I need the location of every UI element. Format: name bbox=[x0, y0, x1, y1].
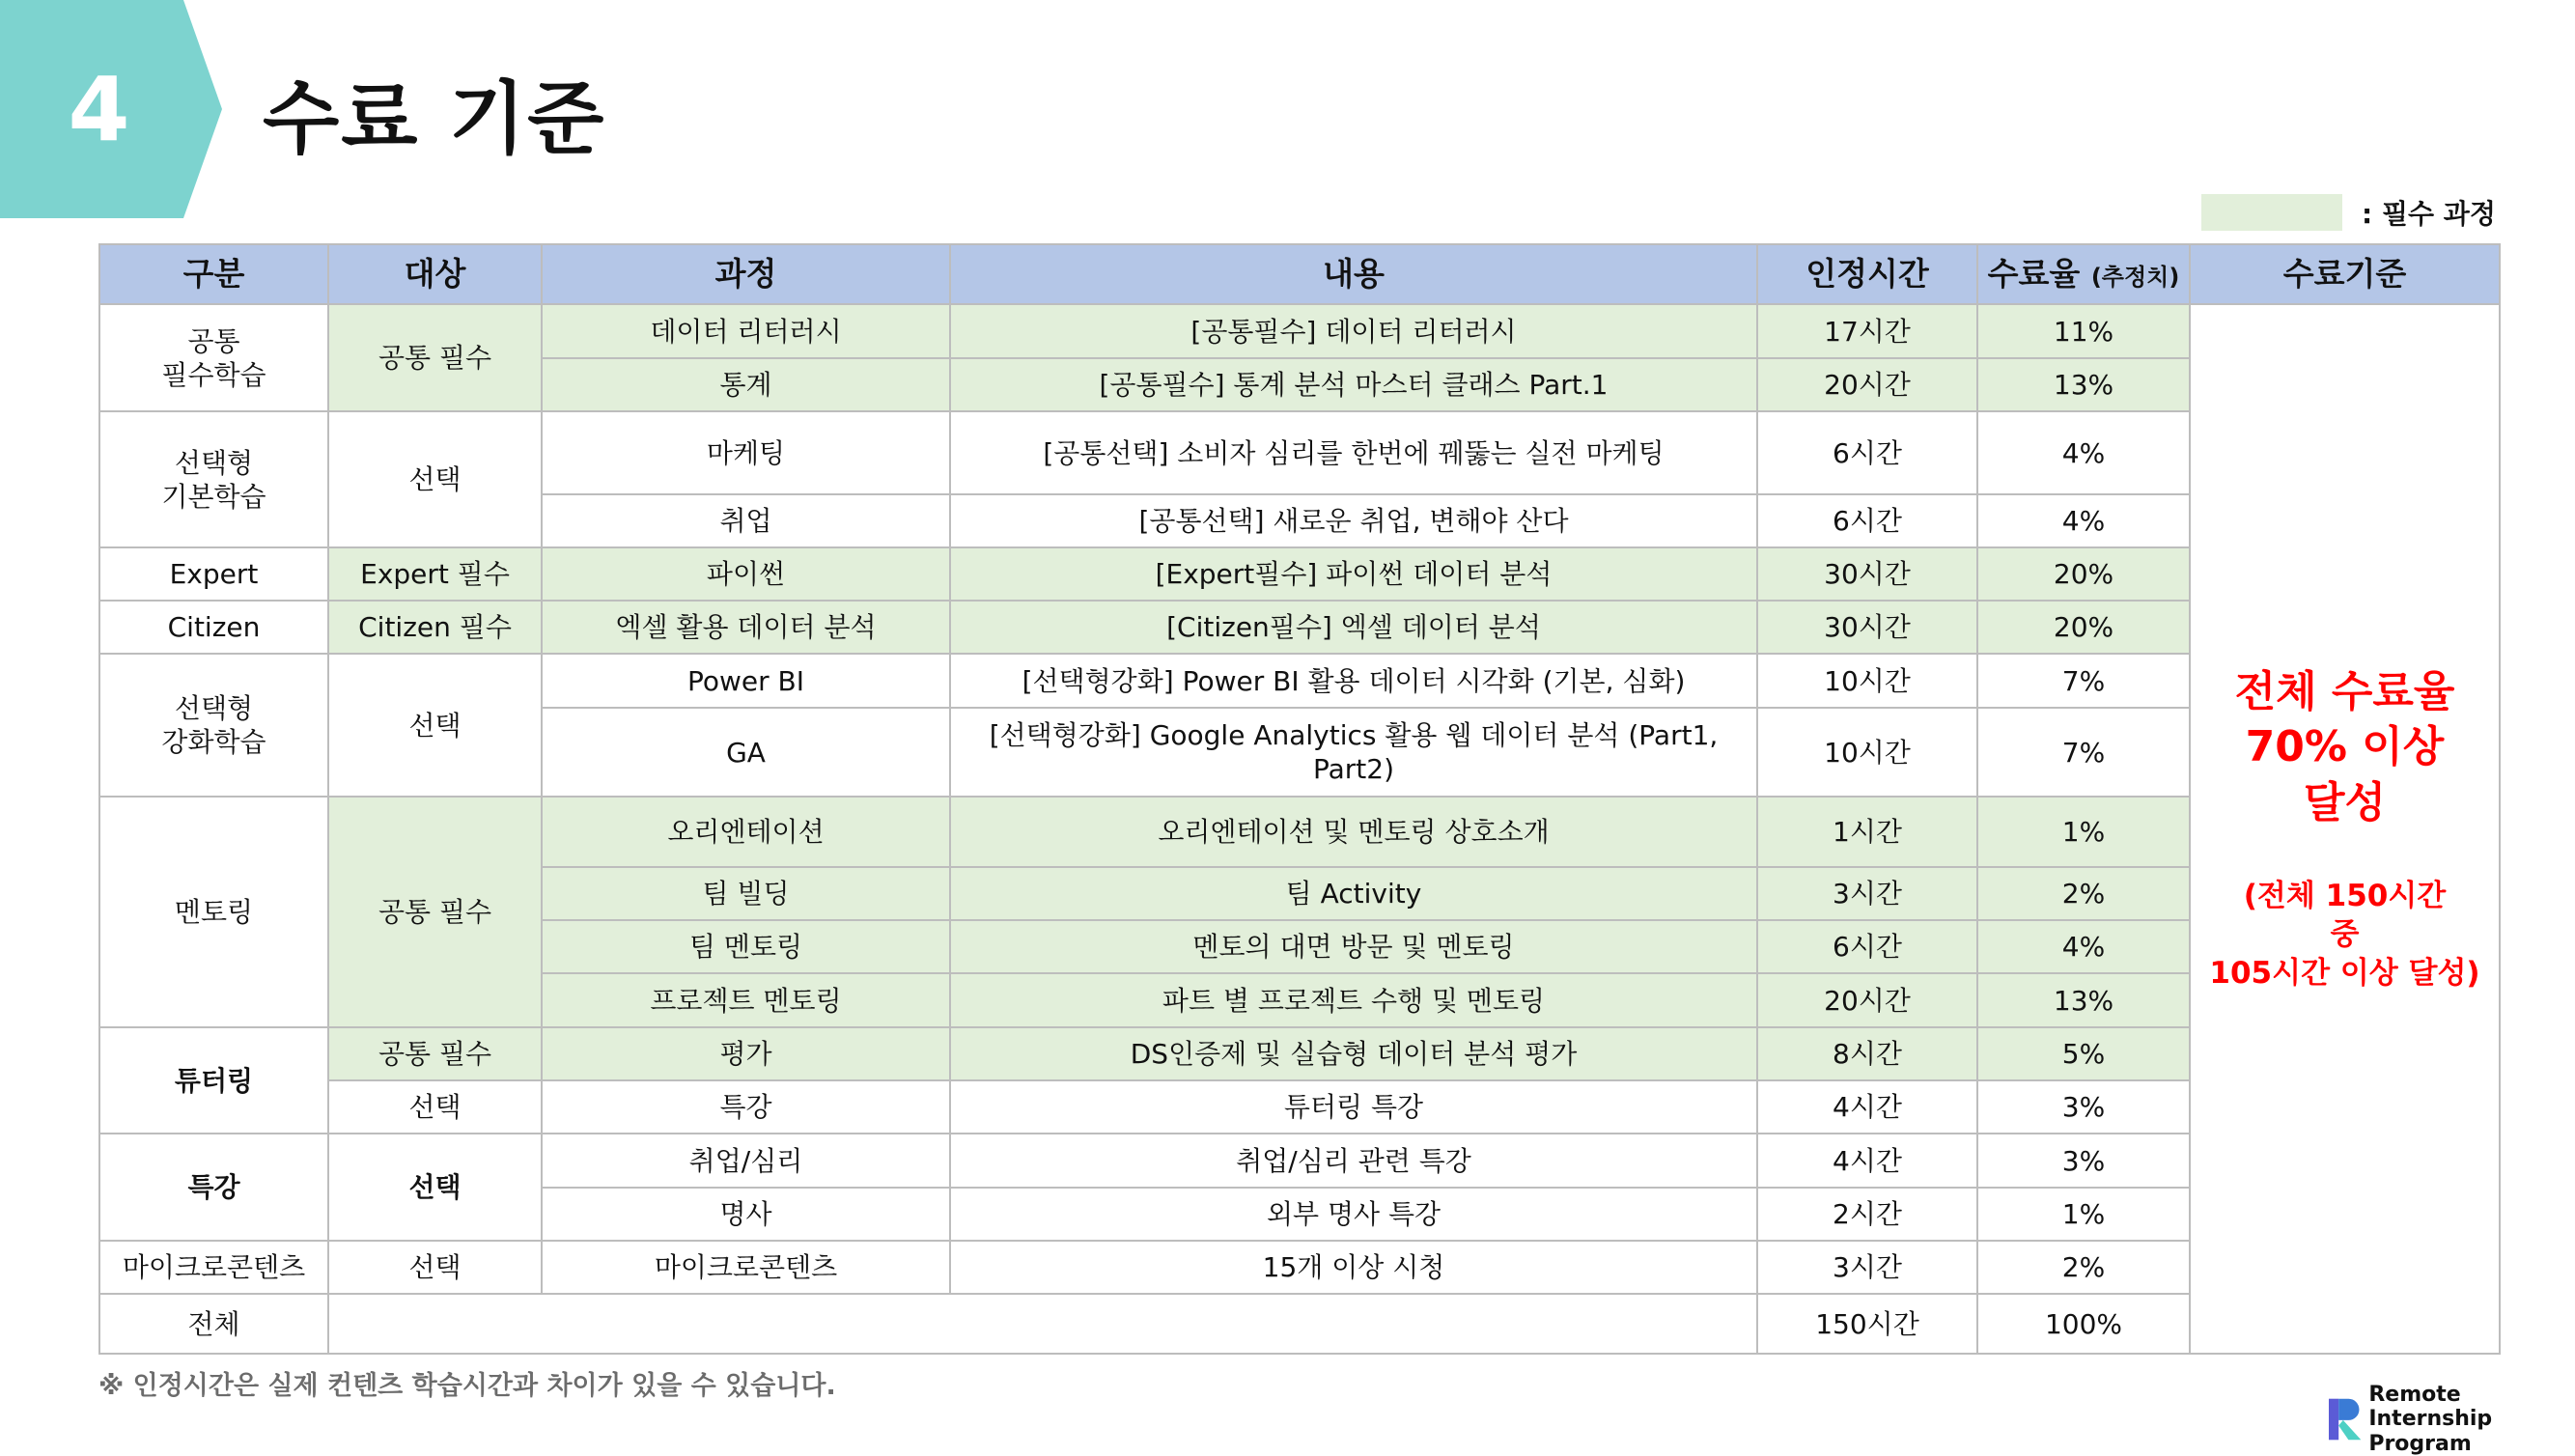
course-cell: 데이터 리터러시 bbox=[542, 304, 950, 358]
rate-cell: 4% bbox=[1977, 411, 2190, 494]
rate-cell: 20% bbox=[1977, 601, 2190, 654]
criteria-detail: (전체 150시간 중 105시간 이상 달성) bbox=[2209, 878, 2480, 992]
table-row bbox=[99, 411, 2500, 494]
course-cell: 취업 bbox=[542, 494, 950, 547]
content-cell: [공통필수] 통계 분석 마스터 클래스 Part.1 bbox=[950, 358, 1757, 411]
total-hours: 150시간 bbox=[1757, 1294, 1977, 1354]
target-cell: Expert 필수 bbox=[328, 547, 542, 601]
rate-cell: 5% bbox=[1977, 1027, 2190, 1080]
hours-cell: 17시간 bbox=[1757, 304, 1977, 358]
logo-mark-icon bbox=[2329, 1397, 2361, 1442]
rate-header-note: (추정치) bbox=[2090, 264, 2180, 292]
col-header-target: 대상 bbox=[328, 244, 542, 304]
hours-cell: 2시간 bbox=[1757, 1188, 1977, 1241]
rate-cell: 13% bbox=[1977, 358, 2190, 411]
content-cell: 튜터링 특강 bbox=[950, 1080, 1757, 1134]
rate-header-label: 수료율 bbox=[1987, 255, 2081, 294]
course-cell: 통계 bbox=[542, 358, 950, 411]
course-cell: 팀 멘토링 bbox=[542, 920, 950, 973]
logo-text: Remote Internship Program bbox=[2368, 1383, 2493, 1456]
hours-cell: 6시간 bbox=[1757, 920, 1977, 973]
hours-cell: 8시간 bbox=[1757, 1027, 1977, 1080]
rate-cell: 1% bbox=[1977, 1188, 2190, 1241]
page-title: 수료 기준 bbox=[263, 73, 606, 165]
col-header-criteria: 수료기준 bbox=[2190, 244, 2500, 304]
col-header-rate bbox=[1977, 244, 2190, 304]
hours-cell: 1시간 bbox=[1757, 797, 1977, 867]
footnote: ※ 인정시간은 실제 컨텐츠 학습시간과 차이가 있을 수 있습니다. bbox=[98, 1371, 836, 1401]
section-number: 4 bbox=[68, 57, 130, 161]
completion-criteria-table bbox=[98, 243, 2501, 1355]
target-cell: 선택 bbox=[328, 1134, 542, 1241]
total-spacer bbox=[328, 1294, 1757, 1354]
category-cell: 특강 bbox=[99, 1134, 328, 1241]
category-cell: 공통 필수학습 bbox=[99, 304, 328, 411]
content-cell: [Citizen필수] 엑셀 데이터 분석 bbox=[950, 601, 1757, 654]
course-cell: 오리엔테이션 bbox=[542, 797, 950, 867]
rate-cell: 4% bbox=[1977, 494, 2190, 547]
hours-cell: 3시간 bbox=[1757, 867, 1977, 920]
course-cell: Power BI bbox=[542, 654, 950, 708]
col-header-course: 과정 bbox=[542, 244, 950, 304]
table-row bbox=[99, 654, 2500, 708]
content-cell: [공통선택] 새로운 취업, 변해야 산다 bbox=[950, 494, 1757, 547]
content-cell: 팀 Activity bbox=[950, 867, 1757, 920]
legend-swatch bbox=[2201, 194, 2342, 231]
target-cell: 선택 bbox=[328, 1241, 542, 1294]
course-cell: 취업/심리 bbox=[542, 1134, 950, 1188]
course-cell: 마이크로콘텐츠 bbox=[542, 1241, 950, 1294]
content-cell: 취업/심리 관련 특강 bbox=[950, 1134, 1757, 1188]
category-cell: 선택형 기본학습 bbox=[99, 411, 328, 547]
content-cell: DS인증제 및 실습형 데이터 분석 평가 bbox=[950, 1027, 1757, 1080]
hours-cell: 20시간 bbox=[1757, 973, 1977, 1027]
criteria-main: 전체 수료율 70% 이상 달성 bbox=[2234, 667, 2455, 827]
total-label: 전체 bbox=[99, 1294, 328, 1354]
target-cell: 선택 bbox=[328, 1080, 542, 1134]
category-cell: 마이크로콘텐츠 bbox=[99, 1241, 328, 1294]
table-header-row bbox=[99, 244, 2500, 304]
logo bbox=[2329, 1383, 2575, 1456]
criteria-cell bbox=[2190, 304, 2500, 1354]
rate-cell: 11% bbox=[1977, 304, 2190, 358]
category-cell: 튜터링 bbox=[99, 1027, 328, 1134]
content-cell: 외부 명사 특강 bbox=[950, 1188, 1757, 1241]
rate-cell: 7% bbox=[1977, 654, 2190, 708]
course-cell: 팀 빌딩 bbox=[542, 867, 950, 920]
hours-cell: 20시간 bbox=[1757, 358, 1977, 411]
col-header-content: 내용 bbox=[950, 244, 1757, 304]
table-row bbox=[99, 1134, 2500, 1188]
legend-label: : 필수 과정 bbox=[2362, 198, 2496, 230]
rate-cell: 20% bbox=[1977, 547, 2190, 601]
rate-cell: 7% bbox=[1977, 708, 2190, 797]
table-row bbox=[99, 601, 2500, 654]
course-cell: 명사 bbox=[542, 1188, 950, 1241]
table-total-row bbox=[99, 1294, 2500, 1354]
col-header-category: 구분 bbox=[99, 244, 328, 304]
target-cell: 선택 bbox=[328, 654, 542, 797]
table-row bbox=[99, 1241, 2500, 1294]
col-header-hours: 인정시간 bbox=[1757, 244, 1977, 304]
hours-cell: 6시간 bbox=[1757, 494, 1977, 547]
content-cell: 멘토의 대면 방문 및 멘토링 bbox=[950, 920, 1757, 973]
category-cell: Expert bbox=[99, 547, 328, 601]
category-cell: Citizen bbox=[99, 601, 328, 654]
target-cell: 공통 필수 bbox=[328, 1027, 542, 1080]
target-cell: 공통 필수 bbox=[328, 304, 542, 411]
hours-cell: 3시간 bbox=[1757, 1241, 1977, 1294]
rate-cell: 2% bbox=[1977, 867, 2190, 920]
course-cell: GA bbox=[542, 708, 950, 797]
rate-cell: 4% bbox=[1977, 920, 2190, 973]
content-cell: [공통필수] 데이터 리터러시 bbox=[950, 304, 1757, 358]
category-cell: 멘토링 bbox=[99, 797, 328, 1027]
total-rate: 100% bbox=[1977, 1294, 2190, 1354]
content-cell: [선택형강화] Power BI 활용 데이터 시각화 (기본, 심화) bbox=[950, 654, 1757, 708]
hours-cell: 10시간 bbox=[1757, 654, 1977, 708]
target-cell: 공통 필수 bbox=[328, 797, 542, 1027]
rate-cell: 13% bbox=[1977, 973, 2190, 1027]
category-cell: 선택형 강화학습 bbox=[99, 654, 328, 797]
course-cell: 평가 bbox=[542, 1027, 950, 1080]
content-cell: 파트 별 프로젝트 수행 및 멘토링 bbox=[950, 973, 1757, 1027]
rate-cell: 3% bbox=[1977, 1134, 2190, 1188]
target-cell: Citizen 필수 bbox=[328, 601, 542, 654]
table-row bbox=[99, 797, 2500, 867]
table-row bbox=[99, 547, 2500, 601]
content-cell: [선택형강화] Google Analytics 활용 웹 데이터 분석 (Part1, Part2) bbox=[950, 708, 1757, 797]
course-cell: 마케팅 bbox=[542, 411, 950, 494]
hours-cell: 6시간 bbox=[1757, 411, 1977, 494]
table-row bbox=[99, 1080, 2500, 1134]
content-cell: [공통선택] 소비자 심리를 한번에 꿰뚫는 실전 마케팅 bbox=[950, 411, 1757, 494]
target-cell: 선택 bbox=[328, 411, 542, 547]
course-cell: 엑셀 활용 데이터 분석 bbox=[542, 601, 950, 654]
hours-cell: 30시간 bbox=[1757, 601, 1977, 654]
hours-cell: 30시간 bbox=[1757, 547, 1977, 601]
course-cell: 파이썬 bbox=[542, 547, 950, 601]
rate-cell: 2% bbox=[1977, 1241, 2190, 1294]
rate-cell: 1% bbox=[1977, 797, 2190, 867]
hours-cell: 4시간 bbox=[1757, 1080, 1977, 1134]
hours-cell: 4시간 bbox=[1757, 1134, 1977, 1188]
table-row bbox=[99, 1027, 2500, 1080]
content-cell: [Expert필수] 파이썬 데이터 분석 bbox=[950, 547, 1757, 601]
table-row bbox=[99, 304, 2500, 358]
course-cell: 프로젝트 멘토링 bbox=[542, 973, 950, 1027]
content-cell: 오리엔테이션 및 멘토링 상호소개 bbox=[950, 797, 1757, 867]
hours-cell: 10시간 bbox=[1757, 708, 1977, 797]
legend bbox=[2201, 193, 2496, 232]
course-cell: 특강 bbox=[542, 1080, 950, 1134]
rate-cell: 3% bbox=[1977, 1080, 2190, 1134]
content-cell: 15개 이상 시청 bbox=[950, 1241, 1757, 1294]
